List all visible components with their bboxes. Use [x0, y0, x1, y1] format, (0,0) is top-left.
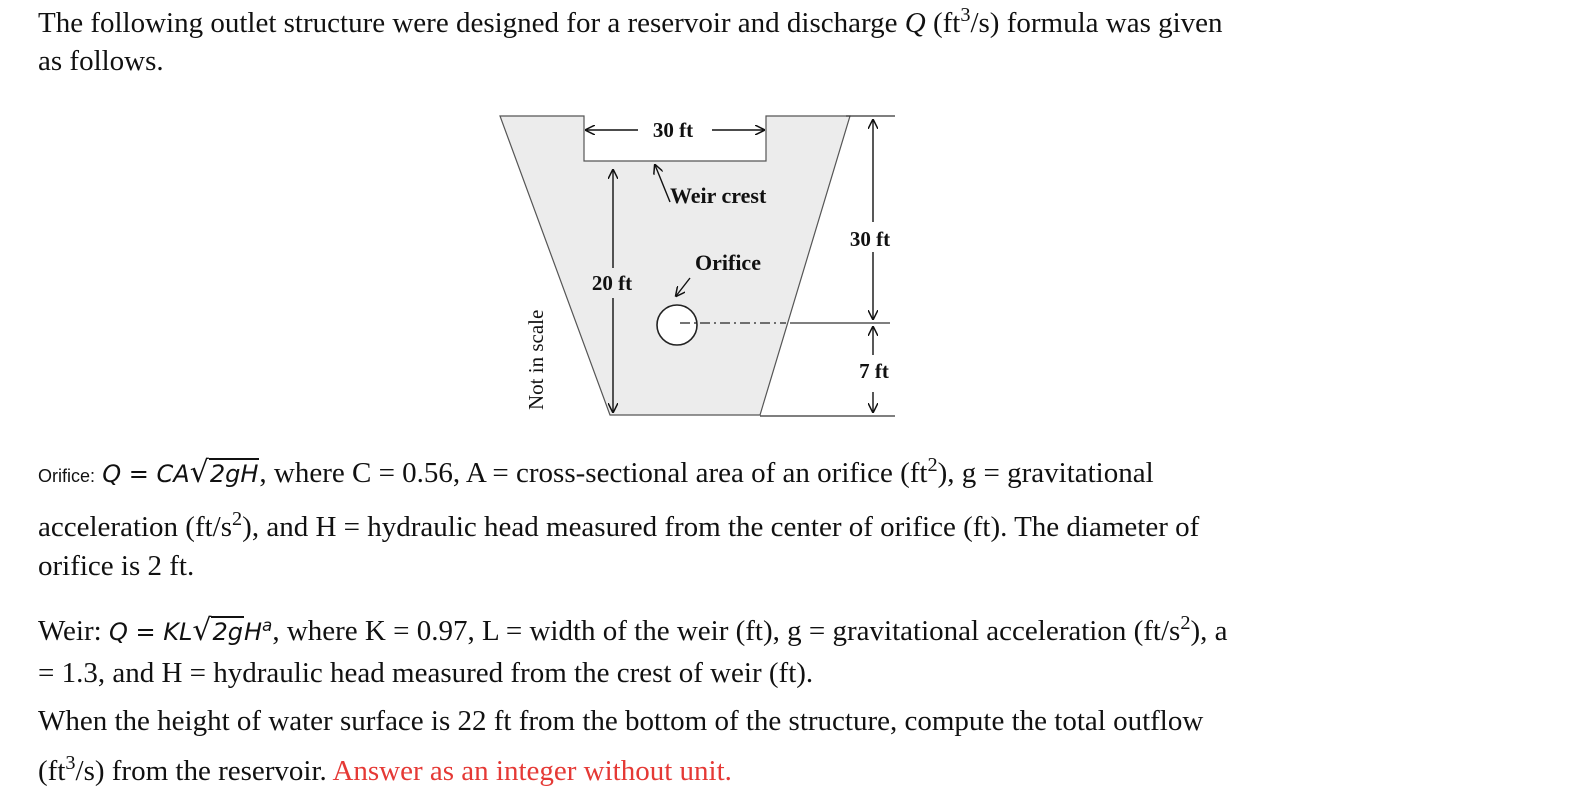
orifice-para-text-end: ), g = gravitational: [937, 457, 1154, 489]
question-text: When the height of water surface is 22 ft from the bottom of the structure, compute the total outflow: [38, 705, 1204, 737]
orifice-para-line-2b: ), and H = hydraulic head measured from the center of orifice (ft). The diameter of: [242, 511, 1200, 543]
orifice-para-line-3-text: orifice is 2 ft.: [38, 550, 195, 582]
right-height-label: 30 ft: [849, 227, 891, 251]
intro-line-1: [38, 3, 1223, 40]
bottom-height-label: 7 ft: [859, 359, 889, 383]
orifice-formula-radicand: 2gH: [209, 460, 259, 488]
intro-line-2: [38, 46, 164, 78]
weir-accel-exponent: 2: [1180, 611, 1191, 634]
orifice-label: Orifice: [695, 250, 761, 275]
top-width-label: 30 ft: [652, 118, 694, 142]
weir-formula-sqrt: √2g: [192, 613, 243, 648]
orifice-para-text: , where C = 0.56, A = cross-sectional area of an orifice (ft: [259, 457, 928, 489]
orifice-area-exponent: 2: [927, 453, 938, 476]
weir-para-label: Weir:: [38, 615, 102, 647]
weir-para-text: , where K = 0.97, L = width of the weir (ft), g = gravitational acceleration (ft/s: [272, 615, 1181, 647]
intro-text: The following outlet structure were designed for a reservoir and discharge: [38, 7, 905, 39]
weir-formula-exponent: a: [262, 614, 273, 635]
question-line-1: [38, 706, 1203, 738]
unit-exponent: 3: [960, 3, 971, 26]
orifice-para-line-1: [38, 453, 1154, 490]
orifice-formula-lhs: Q = CA: [102, 460, 190, 488]
weir-formula-radicand: 2g: [212, 618, 243, 646]
orifice-para-line-3: [38, 551, 194, 583]
accel-exponent: 2: [232, 507, 243, 530]
weir-formula: [108, 613, 273, 648]
question-unit-exponent: 3: [65, 751, 76, 774]
weir-crest-label: Weir crest: [670, 183, 767, 208]
unit-open: (ft: [925, 7, 961, 39]
orifice-formula-sqrt: √2gH: [189, 455, 259, 490]
orifice-para-label: Orifice:: [38, 466, 96, 486]
orifice-formula: [102, 455, 259, 490]
outlet-structure-diagram: [490, 110, 910, 428]
intro-line-2-text: as follows.: [38, 45, 164, 77]
weir-para-text-end: ), a: [1190, 615, 1228, 647]
answer-instruction: Answer as an integer without unit.: [332, 755, 732, 787]
intro-text-end: /s) formula was given: [970, 7, 1223, 39]
question-unit-open: (ft: [38, 755, 66, 787]
weir-para-line-1: [38, 611, 1228, 648]
orifice-para-line-2: [38, 507, 1200, 544]
q-symbol: Q: [904, 7, 926, 39]
left-height-label: 20 ft: [591, 271, 633, 295]
orifice-para-line-2a: acceleration (ft/s: [38, 511, 233, 543]
weir-formula-h: H: [243, 618, 263, 646]
scale-note: Not in scale: [524, 309, 548, 410]
question-text-end: /s) from the reservoir.: [75, 755, 333, 787]
orifice-circle: [657, 305, 697, 345]
weir-para-line-2: [38, 658, 813, 690]
question-line-2: [38, 751, 732, 788]
structure-shape: [500, 116, 850, 415]
weir-para-line-2-text: = 1.3, and H = hydraulic head measured from the crest of weir (ft).: [38, 657, 814, 689]
weir-formula-lhs: Q = KL: [108, 618, 193, 646]
